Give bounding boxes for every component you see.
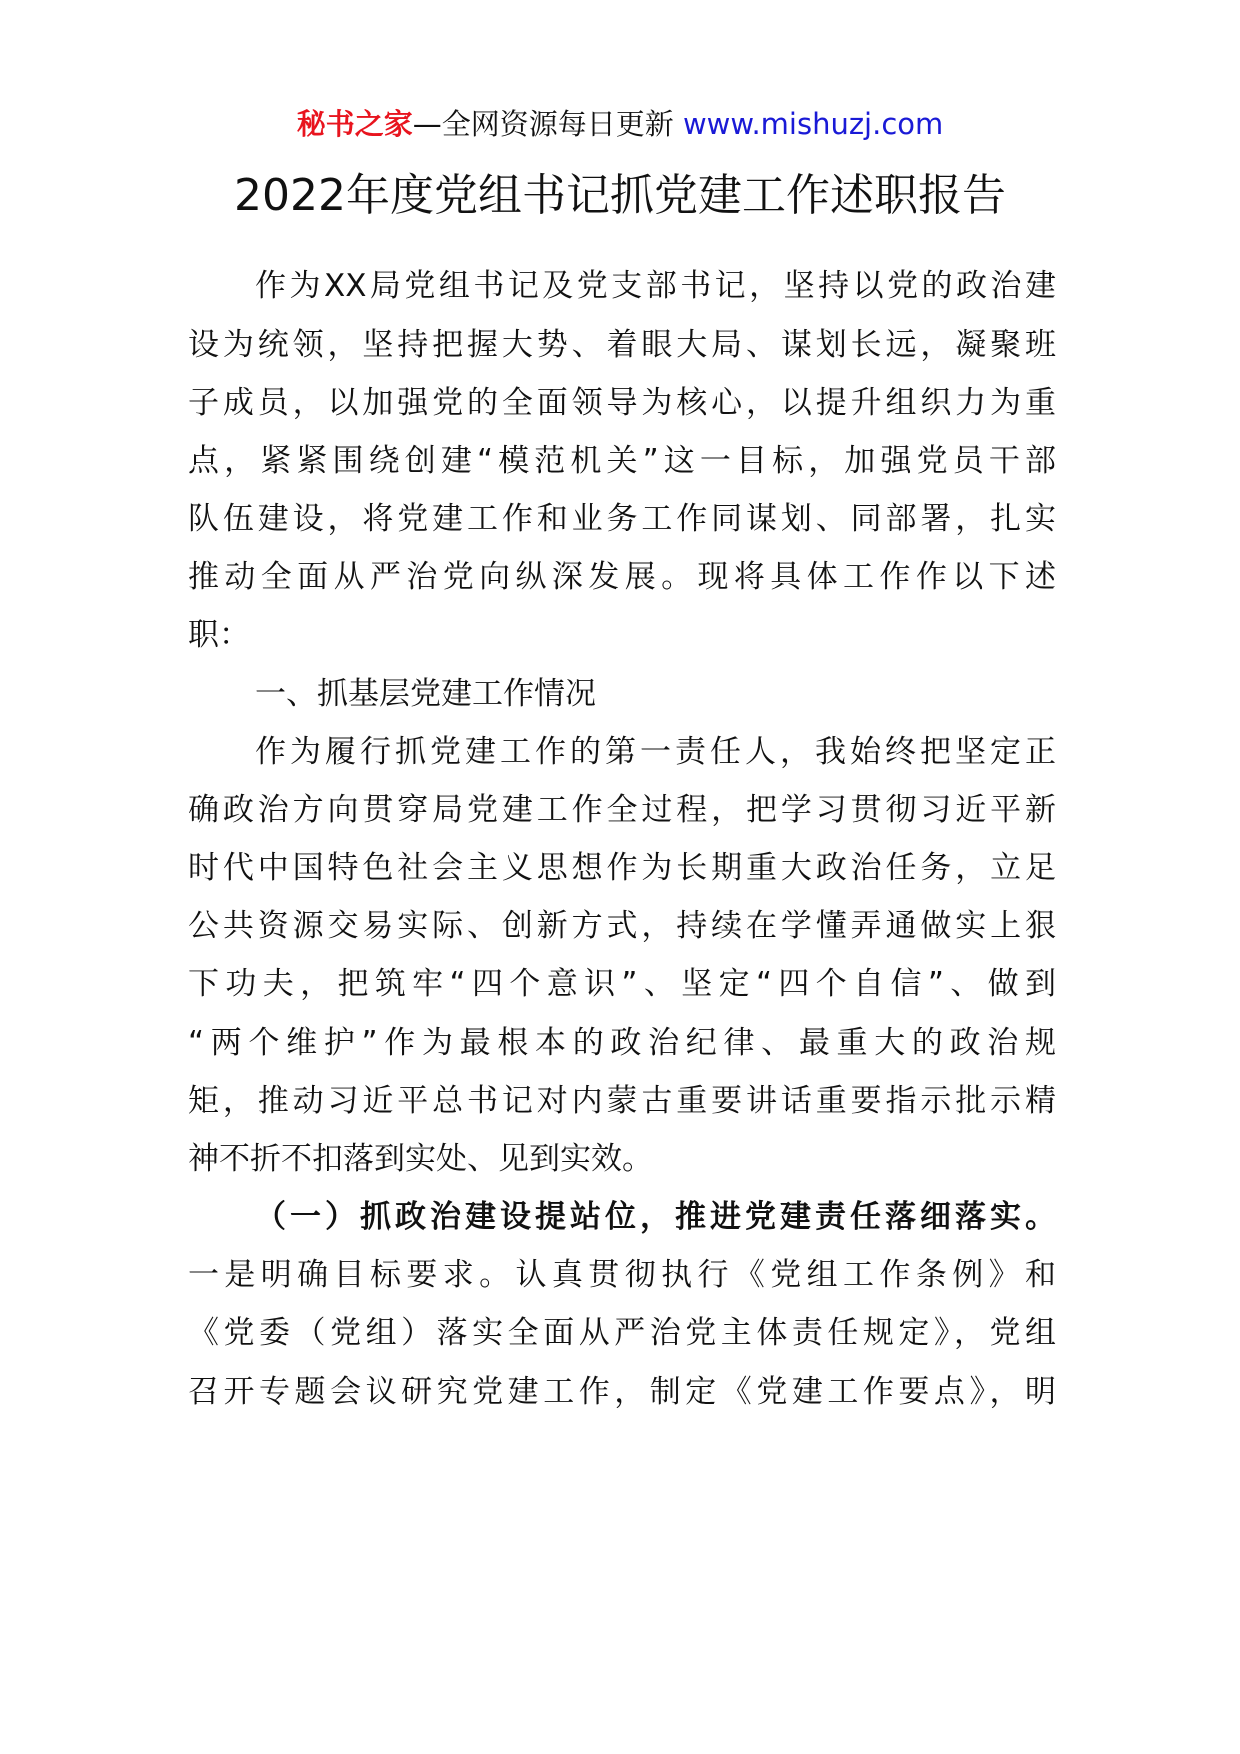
section-heading: 一、抓基层党建工作情况 (255, 676, 596, 712)
paragraph-line: 矩，推动习近平总书记对内蒙古重要讲话重要指示批示精 (188, 1083, 1056, 1119)
paragraph-line: 《党委（党组）落实全面从严治党主体责任规定》，党组 (188, 1315, 1056, 1351)
paragraph-line: 职： (188, 617, 250, 653)
paragraph-line: 公共资源交易实际、创新方式，持续在学懂弄通做实上狠 (188, 908, 1056, 944)
document-title: 2022年度党组书记抓党建工作述职报告 (234, 170, 1006, 221)
paragraph-line: 时代中国特色社会主义思想作为长期重大政治任务，立足 (188, 850, 1056, 886)
paragraph-line: 召开专题会议研究党建工作，制定《党建工作要点》，明 (188, 1374, 1056, 1410)
paragraph-line: 设为统领，坚持把握大势、着眼大局、谋划长远，凝聚班 (188, 327, 1056, 363)
paragraph-line: 子成员，以加强党的全面领导为核心，以提升组织力为重 (188, 385, 1056, 421)
site-header (0, 104, 1240, 144)
site-tagline: —全网资源每日更新 (412, 107, 674, 141)
subsection-heading: （一）抓政治建设提站位，推进党建责任落细落实。 (255, 1199, 1056, 1235)
paragraph-line: 一是明确目标要求。认真贯彻执行《党组工作条例》和 (188, 1257, 1056, 1293)
paragraph-line: “两个维护”作为最根本的政治纪律、最重大的政治规 (188, 1025, 1056, 1061)
paragraph-line: 作为履行抓党建工作的第一责任人，我始终把坚定正 (255, 734, 1056, 770)
site-url-link[interactable]: www.mishuzj.com (682, 107, 944, 141)
paragraph-line: 推动全面从严治党向纵深发展。现将具体工作作以下述 (188, 559, 1056, 595)
paragraph-line: 下功夫，把筑牢“四个意识”、坚定“四个自信”、做到 (188, 966, 1056, 1002)
brand-name: 秘书之家 (296, 107, 413, 141)
paragraph-line: 队伍建设，将党建工作和业务工作同谋划、同部署，扎实 (188, 501, 1056, 537)
paragraph-line: 神不折不扣落到实处、见到实效。 (188, 1141, 653, 1177)
paragraph-line: 点，紧紧围绕创建“模范机关”这一目标，加强党员干部 (188, 443, 1056, 479)
paragraph-line: 确政治方向贯穿局党建工作全过程，把学习贯彻习近平新 (188, 792, 1056, 828)
paragraph-line: 作为XX局党组书记及党支部书记，坚持以党的政治建 (255, 268, 1056, 304)
